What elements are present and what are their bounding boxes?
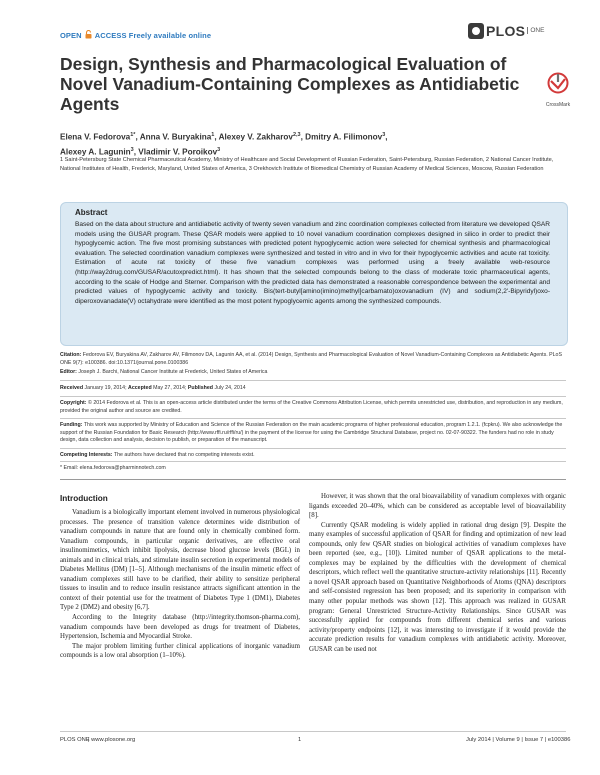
journal-logo-sub: ONE	[527, 27, 544, 34]
crossmark-badge[interactable]	[541, 72, 575, 108]
author-affiliation-marker: 3	[130, 146, 134, 153]
copyright	[60, 400, 565, 415]
accepted-date: May 27, 2014;	[153, 385, 187, 391]
divider	[60, 418, 566, 419]
author-name: Alexey A. Lagunin	[60, 147, 131, 157]
body-paragraph: The major problem limiting further clinical applications of inorganic vanadium compounds is a low oral absorption (1–10%).	[60, 642, 300, 660]
author-affiliation-marker: 2,3	[292, 132, 301, 138]
footer-divider	[60, 731, 566, 732]
funding-text: This work was supported by Ministry of Education and Science of the Russian Federation on the main academic programs of higher professional education, program 1.2.1. (fcpkru). We also acknowledge the support of the Russian Foundation for Basic Research (http://www.rffi.ru/rffi/ru/) in the payment of the license for using the Cambridge Structural Database, project no. 02-07-90322. The funders had no role in study design, data collection and analysis, decision to publish, or preparation of the manuscript.	[60, 422, 563, 444]
funding	[60, 422, 565, 445]
open-label: OPEN	[60, 31, 82, 40]
citation-text: Fedorova EV, Buryakina AV, Zakharov AV, Filimonov DA, Lagunin AA, et al. (2014) Design, Synthesis and Pharmacological Evaluation of Novel Vanadium-Containing Complexes as Antidiabetic Agents. PLoS ONE 9(7): e100386. doi:10.1371/journal.pone.0100386	[60, 352, 562, 366]
divider	[60, 396, 566, 397]
footer-url[interactable]: | www.plosone.org	[88, 737, 136, 743]
affiliations: 1 Saint-Petersburg State Chemical Pharmaceutical Academy, Ministry of Healthcare and Social Development of Russian Federation, Saint-Petersburg, Russian Federation, 2 National Cancer Institute, National Institutes of Health, Frederick, Maryland, United States of America, 3 Orekhovich Institute of Biomedical Chemistry of Russian Academy of Medical Sciences, Moscow, Russian Federation	[60, 157, 554, 172]
editor	[60, 369, 565, 377]
divider	[60, 380, 566, 381]
author-affiliation-marker: 3	[217, 146, 221, 153]
journal-logo	[468, 22, 548, 40]
editor-label: Editor:	[60, 369, 77, 375]
body-paragraph: According to the Integrity database (http://integrity.thomson-pharma.com), vanadium compounds have been developed as drugs for treatment of Diabetes, Hypertension, Ischemia and Myocardial Stroke.	[60, 614, 300, 641]
competing-interests	[60, 452, 565, 460]
author-name: Alexey V. Zakharov	[218, 132, 293, 142]
dates	[60, 385, 565, 393]
section-heading-introduction: Introduction	[60, 494, 108, 503]
crossmark-icon	[547, 72, 569, 96]
body-paragraph: Vanadium is a biologically important element involved in numerous physiological processes. The presence of transition valence determines wide distribution of vanadium compounds in nature that are found only in chemically combined form. Vanadium compounds, in particular organic derivatives, are effective oral insulinomimetics, which inhibit lipolysis, decrease blood glucose levels (BGL) in animals and in clinical trials, and stimulate insulin secretion in experimental models of Diabetes Mellitus (DM) [1–5]. Although mechanisms of the insulin mimetic effect of vanadium complexes still have to be clarified, their ability to sensitize peripheral tissues to insulin and to reduce insulin resistance attracts significant attention in the context of their potential use for the treatment of Diabetes Type 1 (DM1), Diabetes Type 2 (DM2) and obesity [6,7].	[60, 509, 300, 612]
abstract-text: Based on the data about structure and antidiabetic activity of twenty seven vanadium and zinc coordination complexes collected from literature we developed QSAR models using the GUSAR program. These QSAR models were applied to 10 novel vanadium coordination complexes designed in silico in order to predict their hypoglycemic action. The five most promising substances with predicted potent hypoglycemic action were selected for chemical synthesis and pharmacological evaluation. The selected coordination vanadium complexes were synthesized and tested in vitro and in vivo for their hypoglycemic activities and acute rat toxicity. Estimation of acute rat toxicity of these five vanadium complexes was performed using a freely available web-resource (http://way2drug.com/GUSAR/acutoxpredict.html). It has shown that the selected compounds belong to the class of moderate toxic pharmaceutical agents, according to the scale of Hodge and Sterner. Comparison with the predicted data has demonstrated a reasonable correspondence between the experimental and predicted values of hypoglycemic activity and toxicity. Bis(tert-butyl[amino(imino)methyl]carbamato)oxovanadium (IV) and sodium(2,2'-Bipyridyl)oxo-diperoxovanadate(V) octahydrate were identified as the most potent hypoglycemic agents among the synthesized compounds.	[75, 221, 550, 305]
author-affiliation-marker: 1*	[130, 132, 136, 138]
body-paragraph: However, it was shown that the oral bioavailability of vanadium complexes with organic ligands exceeded 20–40%, which can be considered as acceptable level of bioavailability [8].	[309, 493, 566, 520]
open-access-lock-icon	[85, 30, 92, 41]
access-label: ACCESS	[94, 31, 127, 40]
footer-issue-info: July 2014 | Volume 9 | Issue 7 | e100386	[466, 737, 571, 743]
copyright-text: © 2014 Fedorova et al. This is an open-access article distributed under the terms of the Creative Commons Attribution License, which permits unrestricted use, distribution, and reproduction in any medium, provided the original author and source are credited.	[60, 400, 563, 414]
freely-available-label: Freely available online	[128, 31, 212, 40]
editor-text: Joseph J. Barchi, National Cancer Institute at Frederick, United States of America	[78, 369, 268, 375]
open-access-badge	[60, 30, 211, 41]
author-affiliation-marker: 1	[211, 132, 215, 138]
corresponding-email	[60, 465, 565, 473]
divider	[60, 461, 566, 462]
article-title: Design, Synthesis and Pharmacological Evaluation of Novel Vanadium-Containing Complexes as Antidiabetic Agents	[60, 54, 520, 114]
published-label: Published	[187, 385, 213, 391]
divider	[60, 479, 566, 480]
author-list: Elena V. Fedorova$^{1*}$, Anna V. Buryakina$^1$, Alexey V. Zakharov$^{2,3}$, Dmitry A. Filimonov$^3$, Alexey A. Lagunin$^3$, Vladimir V. Poroikov$^3$	[60, 132, 388, 157]
author-name: Dmitry A. Filimonov	[305, 132, 383, 142]
accepted-label: Accepted	[128, 385, 152, 391]
funding-label: Funding:	[60, 422, 83, 428]
author-affiliation-marker: 3	[382, 132, 386, 138]
footer-journal: PLOS ONE	[60, 737, 90, 743]
author-name: Vladimir V. Poroikov	[138, 147, 218, 157]
body-column-right	[309, 492, 566, 654]
author-name: Elena V. Fedorova	[60, 132, 131, 142]
competing-label: Competing Interests:	[60, 452, 113, 458]
published-date: July 24, 2014	[214, 385, 246, 391]
copyright-label: Copyright:	[60, 400, 87, 406]
plos-logo-icon	[468, 23, 484, 39]
received-date: January 19, 2014;	[84, 385, 127, 391]
competing-text: The authors have declared that no competing interests exist.	[113, 452, 255, 458]
journal-logo-word: PLOS	[486, 22, 526, 39]
email-label: * Email:	[60, 465, 79, 471]
received-label: Received	[60, 385, 84, 391]
page-number: 1	[298, 737, 302, 743]
citation-label: Citation:	[60, 352, 82, 358]
citation	[60, 352, 565, 367]
email-address[interactable]: elena.fedorova@pharminnotech.com	[79, 465, 166, 471]
author-name: Anna V. Buryakina	[139, 132, 212, 142]
body-paragraph: Currently QSAR modeling is widely applied in rational drug design [9]. Despite the many examples of successful application of QSAR for finding and optimization of new lead compounds, only few QSAR studies on biological activities of vanadium complexes have been reported (see, e.g., [10]). Limited number of QSAR applications to the metal-complexes may be explained by the difficulties with the development of chemical descriptors, which reflect well the quantitative structure-activity relationships [11]. Recently a novel QSAR approach based on Quantitative Neighborhoods of Atoms (QNA) descriptors and self-consisted regression has been proposed; and its superiority in comparison with many other popular methods was shown [12]. This approach was realized in GUSAR program: General Unrestricted Structure-Activity Relationships. Since GUSAR was successfully applied for compounds from different chemical series and various activity/property endpoints [12], it was interesting to investigate if it would provide the accurate prediction results for vanadium complexes with antidiabetic activity. Moreover, GUSAR can be used not	[309, 521, 566, 653]
abstract-heading: Abstract	[75, 208, 108, 217]
crossmark-label: CrossMark	[545, 102, 571, 108]
body-column-left	[60, 508, 300, 661]
divider	[60, 448, 566, 449]
